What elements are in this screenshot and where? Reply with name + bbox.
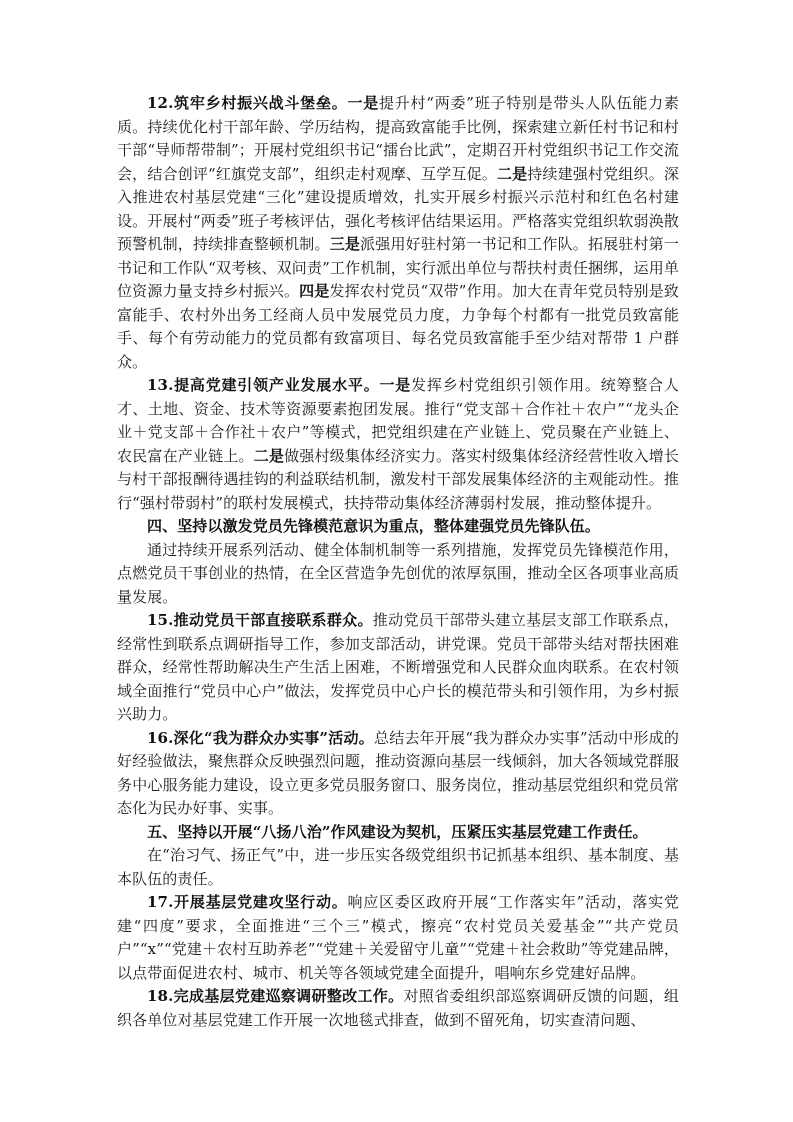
point-text-3: 派强用好驻村第一书记和工作队。拓展驻村第一书记和工作队“双考核、双问责”工作机制，实行派出单位与帮扶村责任捆绑，运用单位资源力量支持乡村振兴。 [117,235,680,300]
paragraph-text: 推动党员干部带头建立基层支部工作联系点，经常性到联系点调研指导工作，参加支部活动，讲党课。党员干部带头结对帮扶困难群众，经常性帮助解决生产生活上困难，不断增强党和人民群众血肉联系。在农村领域全面推行“党员中心户”做法，发挥党员中心户长的模范带头和引领作用，为乡村振兴助力。 [117,611,679,723]
heading-17: 17.开展基层党建攻坚行动。 [147,893,348,911]
paragraph-text: 在“治习气、扬正气”中，进一步压实各级党组织书记抓基本组织、基本制度、基本队伍的责任。 [117,846,679,888]
paragraph-text: 响应区委区政府开展“工作落实年”活动，落实党建“四度”要求，全面推进“三个三”模式，擦亮“农村党员关爱基金”“共产党员户”“x”“党建＋农村互助养老”“党建＋关爱留守儿童”“党建＋社会救助”等党建品牌，以点带面促进农村、城市、机关等各领域党建全面提升，唱响东乡党建好品牌。 [117,893,679,982]
paragraph-text: 对照省委组织部巡察调研反馈的问题，组织各单位对基层党建工作开展一次地毯式排查，做到不留死角，切实查清问题、 [117,987,679,1029]
paragraph-17 [117,891,679,985]
paragraph-15 [117,609,679,727]
point-label-3: 三是 [329,235,361,253]
section-heading-text: 四、坚持以激发党员先锋模范意识为重点，整体建强党员先锋队伍。 [147,517,601,535]
section-heading-4 [117,515,679,539]
heading-13: 13.提高党建引领产业发展水平。 [147,376,380,394]
point-label-1: 一是 [379,376,412,394]
paragraph-12 [117,92,679,374]
paragraph-16 [117,727,679,821]
point-text-4: 发挥农村党员“双带”作用。加大在青年党员特别是致富能手、农村外出务工经商人员中发展党员力度，力争每个村都有一批党员致富能手、每个有劳动能力的党员都有致富项目、每名党员致富能手至少结对帮带 1 户群众。 [117,282,679,371]
point-text-1: 发挥乡村党组织引领作用。统筹整合人才、土地、资金、技术等资源要素抱团发展。推行“党支部＋合作社＋农户”“龙头企业＋党支部＋合作社＋农户”等模式，把党组织建在产业链上、党员聚在产业链上、农民富在产业链上。 [117,376,680,465]
heading-15: 15.推动党员干部直接联系群众。 [147,611,373,629]
point-text-2: 持续建强村党组织。深入推进农村基层党建“三化”建设提质增效，扎实开展乡村振兴示范村和红色名村建设。开展村“两委”班子考核评估，强化考核评估结果运用。严格落实党组织软弱涣散预警机制，持续排查整顿机制。 [117,164,679,253]
heading-12: 12.筑牢乡村振兴战斗堡垒。 [147,94,348,112]
section-heading-text: 五、坚持以开展“八扬八治”作风建设为契机，压紧压实基层党建工作责任。 [147,822,648,841]
section-heading-5 [117,821,679,845]
point-label-1: 一是 [347,94,380,112]
point-text-1: 提升村“两委”班子特别是带头人队伍能力素质。持续优化村干部年龄、学历结构，提高致富能手比例，探索建立新任村书记和村干部“导师帮带制”；开展村党组织书记“擂台比武”，定期召开村党组织书记工作交流会，结合创评“红旗党支部”，组织走村观摩、互学互促。 [117,94,679,183]
point-label-2: 二是 [496,164,528,183]
heading-16: 16.深化“我为群众办实事”活动。 [147,728,374,747]
point-text-2: 做强村级集体经济实力。落实村级集体经济经营性收入增长与村干部报酬待遇挂钩的利益联结机制，激发村干部发展集体经济的主观能动性。推行“强村带弱村”的联村发展模式，扶持带动集体经济薄弱村发展，推动整体提升。 [117,446,680,512]
point-label-2: 二是 [253,446,285,465]
section-intro-5 [117,844,679,891]
paragraph-text: 通过持续开展系列活动、健全体制机制等一系列措施，发挥党员先锋模范作用，点燃党员干事创业的热情，在全区营造争先创优的浓厚氛围，推动全区各项事业高质量发展。 [117,540,679,606]
point-label-4: 四是 [299,282,330,300]
paragraph-text: 总结去年开展“我为群众办实事”活动中形成的好经验做法，聚焦群众反映强烈问题，推动资源向基层一线倾斜，加大各领域党群服务中心服务能力建设，设立更多党员服务窗口、服务岗位，推动基层党组织和党员常态化为民办好事、实事。 [117,728,679,817]
document-body [117,92,679,1032]
section-intro-4 [117,539,679,610]
paragraph-13 [117,374,679,515]
heading-18: 18.完成基层党建巡察调研整改工作。 [147,987,404,1005]
paragraph-18 [117,985,679,1032]
